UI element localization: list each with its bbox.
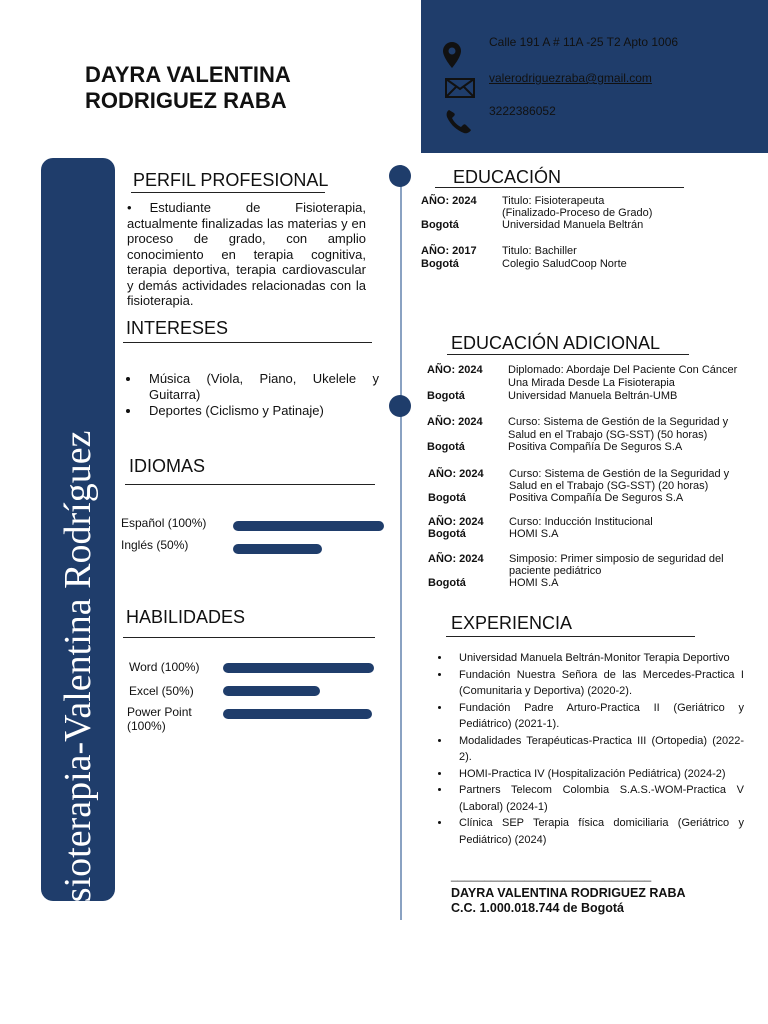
edu-line: Titulo: Fisioterapeuta xyxy=(502,195,605,207)
perfil-title: PERFIL PROFESIONAL xyxy=(133,170,329,190)
experience-item: • Universidad Manuela Beltrán-Monitor Terapia Deportivo xyxy=(451,650,744,667)
sidebar-vertical-title: Est. Fisioterapia-Valentina Rodríguez xyxy=(57,430,99,1002)
address-text: Calle 191 A # 11A -25 T2 Apto 1006 xyxy=(489,35,679,49)
course-inst: HOMI S.A xyxy=(509,528,559,540)
edu-line: Titulo: Bachiller xyxy=(502,245,577,257)
language-bar-spanish xyxy=(233,521,384,531)
course-line: Curso: Inducción Institucional xyxy=(509,516,653,528)
name-line-1: DAYRA VALENTINA xyxy=(85,62,291,87)
course-year: AÑO: 2024 xyxy=(428,468,484,480)
skill-label-word: Word (100%) xyxy=(129,660,200,674)
experience-item: • Modalidades Terapéuticas-Practica III (Ortopedia) (2022-2). xyxy=(451,733,744,766)
course-city: Bogotá xyxy=(428,528,466,540)
location-pin-icon xyxy=(443,42,461,73)
language-label-spanish: Español (100%) xyxy=(121,516,207,530)
envelope-icon xyxy=(445,78,475,103)
habilidades-title: HABILIDADES xyxy=(126,607,246,627)
experiencia-title: EXPERIENCIA xyxy=(451,613,573,633)
course-line: paciente pediátrico xyxy=(509,565,602,577)
contact-panel xyxy=(421,0,768,153)
sidebar-banner xyxy=(41,158,115,1002)
timeline-dot-middle xyxy=(389,395,411,417)
skill-bar-excel xyxy=(223,686,320,696)
signature-id: C.C. 1.000.018.744 de Bogotá xyxy=(451,901,624,915)
idiomas-title: IDIOMAS xyxy=(129,456,206,476)
edu-line: Universidad Manuela Beltrán xyxy=(502,219,644,231)
course-city: Bogotá xyxy=(428,577,466,589)
email-link[interactable]: valerodriguezraba@gmail.com xyxy=(489,71,652,85)
signature-line: ______________________________ xyxy=(451,868,652,882)
edu-year: AÑO: 2024 xyxy=(421,195,477,207)
language-label-english: Inglés (50%) xyxy=(121,538,189,552)
course-year: AÑO: 2024 xyxy=(428,516,484,528)
intereses-list xyxy=(127,371,379,419)
name-line-2: RODRIGUEZ RABA xyxy=(85,88,287,113)
course-year: AÑO: 2024 xyxy=(427,364,483,376)
educacion-rule xyxy=(435,187,684,188)
course-inst: HOMI S.A xyxy=(509,577,559,589)
interes-item: • Deportes (Ciclismo y Patinaje) xyxy=(141,403,379,419)
course-line: Salud en el Trabajo (SG-SST) (50 horas) xyxy=(508,429,708,441)
course-city: Bogotá xyxy=(428,492,466,504)
timeline-line xyxy=(400,165,402,920)
intereses-rule xyxy=(123,342,372,343)
skill-bar-powerpoint xyxy=(223,709,372,719)
course-line: Diplomado: Abordaje Del Paciente Con Cáncer xyxy=(508,364,738,376)
signature-name: DAYRA VALENTINA RODRIGUEZ RABA xyxy=(451,886,686,900)
course-inst: Universidad Manuela Beltrán-UMB xyxy=(508,390,678,402)
experience-item: • Clínica SEP Terapia física domiciliaria (Geriátrico y Pediátrico) (2024) xyxy=(451,815,744,848)
edu-city: Bogotá xyxy=(421,219,459,231)
course-line: Curso: Sistema de Gestión de la Seguridad y xyxy=(508,416,729,428)
experiencia-list xyxy=(437,650,744,848)
edu-year: AÑO: 2017 xyxy=(421,245,477,257)
perfil-text: Estudiante de Fisioterapia, actualmente finalizadas las materias y en proceso de grado, con amplio conocimiento en terapia cognitiva, terapia deportiva, terapia cardiovascular y demás actividades relacionadas con la fisioterapia. xyxy=(127,200,366,308)
course-year: AÑO: 2024 xyxy=(427,416,483,428)
course-line: Una Mirada Desde La Fisioterapia xyxy=(508,377,675,389)
habilidades-rule xyxy=(123,637,375,638)
perfil-rule xyxy=(131,192,325,193)
course-inst: Positiva Compañía De Seguros S.A xyxy=(509,492,684,504)
intereses-title: INTERESES xyxy=(126,318,229,338)
skill-bar-word xyxy=(223,663,374,673)
course-line: Salud en el Trabajo (SG-SST) (20 horas) xyxy=(509,480,709,492)
course-line: Simposio: Primer simposio de seguridad del xyxy=(509,553,724,565)
perfil-text-block xyxy=(127,200,366,309)
phone-text: 3222386052 xyxy=(489,104,556,118)
course-inst: Positiva Compañía De Seguros S.A xyxy=(508,441,683,453)
edu-line: (Finalizado-Proceso de Grado) xyxy=(502,207,653,219)
experience-item: • Fundación Nuestra Señora de las Mercedes-Practica I (Comunitaria y Deportiva) (2020-2). xyxy=(451,667,744,700)
course-city: Bogotá xyxy=(427,390,465,402)
course-line: Curso: Sistema de Gestión de la Seguridad y xyxy=(509,468,730,480)
experiencia-rule xyxy=(446,636,695,637)
edu-line: Colegio SaludCoop Norte xyxy=(502,258,627,270)
course-city: Bogotá xyxy=(427,441,465,453)
experience-item: • Partners Telecom Colombia S.A.S.-WOM-Practica V (Laboral) (2024-1) xyxy=(451,782,744,815)
skill-label-excel: Excel (50%) xyxy=(129,684,194,698)
interes-item: • Música (Viola, Piano, Ukelele y Guitarra) xyxy=(141,371,379,403)
idiomas-rule xyxy=(125,484,375,485)
experience-item: • HOMI-Practica IV (Hospitalización Pediátrica) (2024-2) xyxy=(451,766,744,783)
candidate-name xyxy=(85,62,385,114)
language-bar-english xyxy=(233,544,322,554)
educacion-adicional-rule xyxy=(447,354,689,355)
course-year: AÑO: 2024 xyxy=(428,553,484,565)
edu-city: Bogotá xyxy=(421,258,459,270)
timeline-dot-top xyxy=(389,165,411,187)
educacion-title: EDUCACIÓN xyxy=(453,167,562,187)
phone-icon xyxy=(445,108,473,139)
perfil-bullet: • xyxy=(127,200,132,215)
skill-label-powerpoint: Power Point (100%) xyxy=(127,705,192,733)
experience-item: • Fundación Padre Arturo-Practica II (Geriátrico y Pediátrico) (2021-1). xyxy=(451,700,744,733)
educacion-adicional-title: EDUCACIÓN ADICIONAL xyxy=(451,333,661,353)
